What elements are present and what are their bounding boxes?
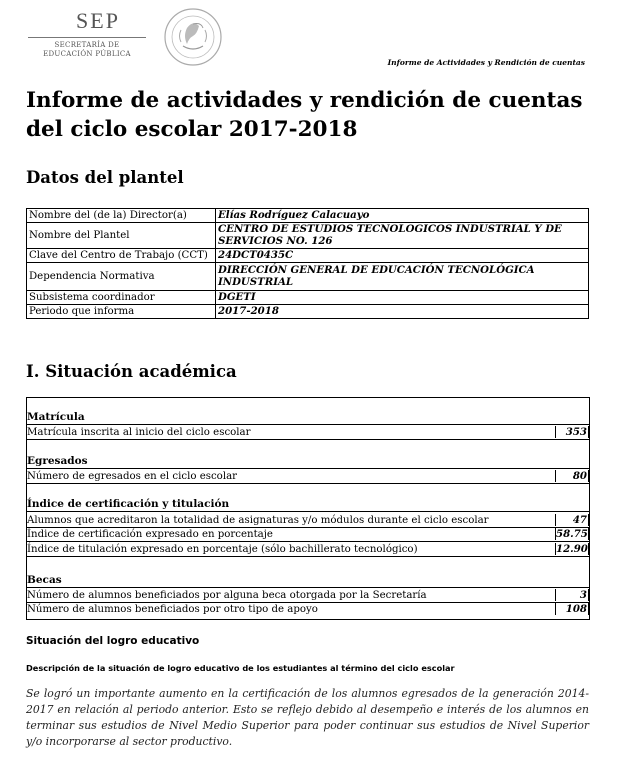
table-row [27, 305, 589, 319]
page-title-line2: del ciclo escolar 2017-2018 [26, 117, 358, 142]
row-label: Índice de certificación expresado en porcentaje [27, 529, 273, 540]
plantel-value: Elías Rodríguez Calacuayo [216, 209, 589, 223]
plantel-value: DIRECCIÓN GENERAL DE EDUCACIÓN TECNOLÓGICA INDUSTRIAL [216, 263, 589, 291]
row-label: Índice de titulación expresado en porcentaje (sólo bachillerato tecnológico) [27, 544, 418, 555]
academica-heading: I. Situación académica [26, 362, 237, 381]
mexico-coat-of-arms-seal-icon [163, 6, 223, 68]
sep-logo-divider [28, 37, 146, 38]
plantel-label: Nombre del Plantel [27, 223, 216, 249]
table-row [26, 603, 589, 616]
sep-logo-subtitle-2: EDUCACIÓN PÚBLICA [43, 50, 131, 58]
table-row [27, 291, 589, 305]
certificacion-section-title: Índice de certificación y titulación [27, 498, 589, 512]
logro-subtitle: Descripción de la situación de logro educativo de los estudiantes al término del ciclo escolar [26, 663, 455, 673]
plantel-label: Clave del Centro de Trabajo (CCT) [27, 249, 216, 263]
sep-logo [28, 8, 148, 59]
table-row [27, 223, 589, 249]
page-title [26, 86, 596, 144]
row-label: Número de alumnos beneficiados por alguna beca otorgada por la Secretaría [27, 590, 427, 601]
logro-title: Situación del logro educativo [26, 635, 200, 647]
row-value: 58.75 [556, 528, 588, 540]
row-label: Número de alumnos beneficiados por otro tipo de apoyo [27, 604, 318, 615]
becas-section-title: Becas [27, 574, 589, 588]
table-row [26, 514, 589, 528]
row-value: 108 [555, 603, 589, 615]
table-row [26, 470, 589, 484]
egresados-section-title: Egresados [27, 455, 589, 469]
table-row [27, 249, 589, 263]
logro-description: Se logró un importante aumento en la certificación de los alumnos egresados de la generación 2014-2017 en relación al periodo anterior. Esto se reflejo debido al desempeño e interés de los alumnos en terminar sus estudios de Nivel Medio Superior para poder continuar sus estudios de Nivel Superior y/o incorporarse al sector productivo. [26, 687, 589, 748]
table-row [26, 528, 589, 542]
plantel-value: CENTRO DE ESTUDIOS TECNOLOGICOS INDUSTRIAL Y DE SERVICIOS NO. 126 [216, 223, 589, 249]
plantel-label: Periodo que informa [27, 305, 216, 319]
matricula-section-title: Matrícula [27, 411, 589, 425]
plantel-label: Nombre del (de la) Director(a) [27, 209, 216, 223]
row-label: Número de egresados en el ciclo escolar [27, 471, 238, 482]
plantel-label: Subsistema coordinador [27, 291, 216, 305]
row-value: 353 [555, 426, 589, 438]
plantel-value: 2017-2018 [216, 305, 589, 319]
sep-logo-text: SEP [76, 8, 120, 33]
plantel-heading: Datos del plantel [26, 168, 184, 187]
plantel-label: Dependencia Normativa [27, 263, 216, 291]
row-label: Alumnos que acreditaron la totalidad de asignaturas y/o módulos durante el ciclo escolar [27, 515, 489, 526]
sep-logo-subtitle-1: SECRETARÍA DE [54, 41, 120, 49]
table-row [26, 589, 589, 603]
row-value: 80 [555, 470, 589, 482]
row-value: 12.90 [556, 543, 588, 555]
table-row [26, 543, 589, 557]
plantel-value: 24DCT0435C [216, 249, 589, 263]
table-row [27, 263, 589, 291]
page-title-line1: Informe de actividades y rendición de cuentas [26, 88, 583, 113]
plantel-table [26, 208, 589, 319]
header-report-note: Informe de Actividades y Rendición de cuentas [387, 58, 585, 67]
row-label: Matrícula inscrita al inicio del ciclo escolar [27, 427, 251, 438]
table-row [27, 209, 589, 223]
row-value: 47 [555, 514, 589, 526]
row-value: 3 [555, 589, 589, 601]
table-row [26, 426, 589, 440]
plantel-value: DGETI [216, 291, 589, 305]
